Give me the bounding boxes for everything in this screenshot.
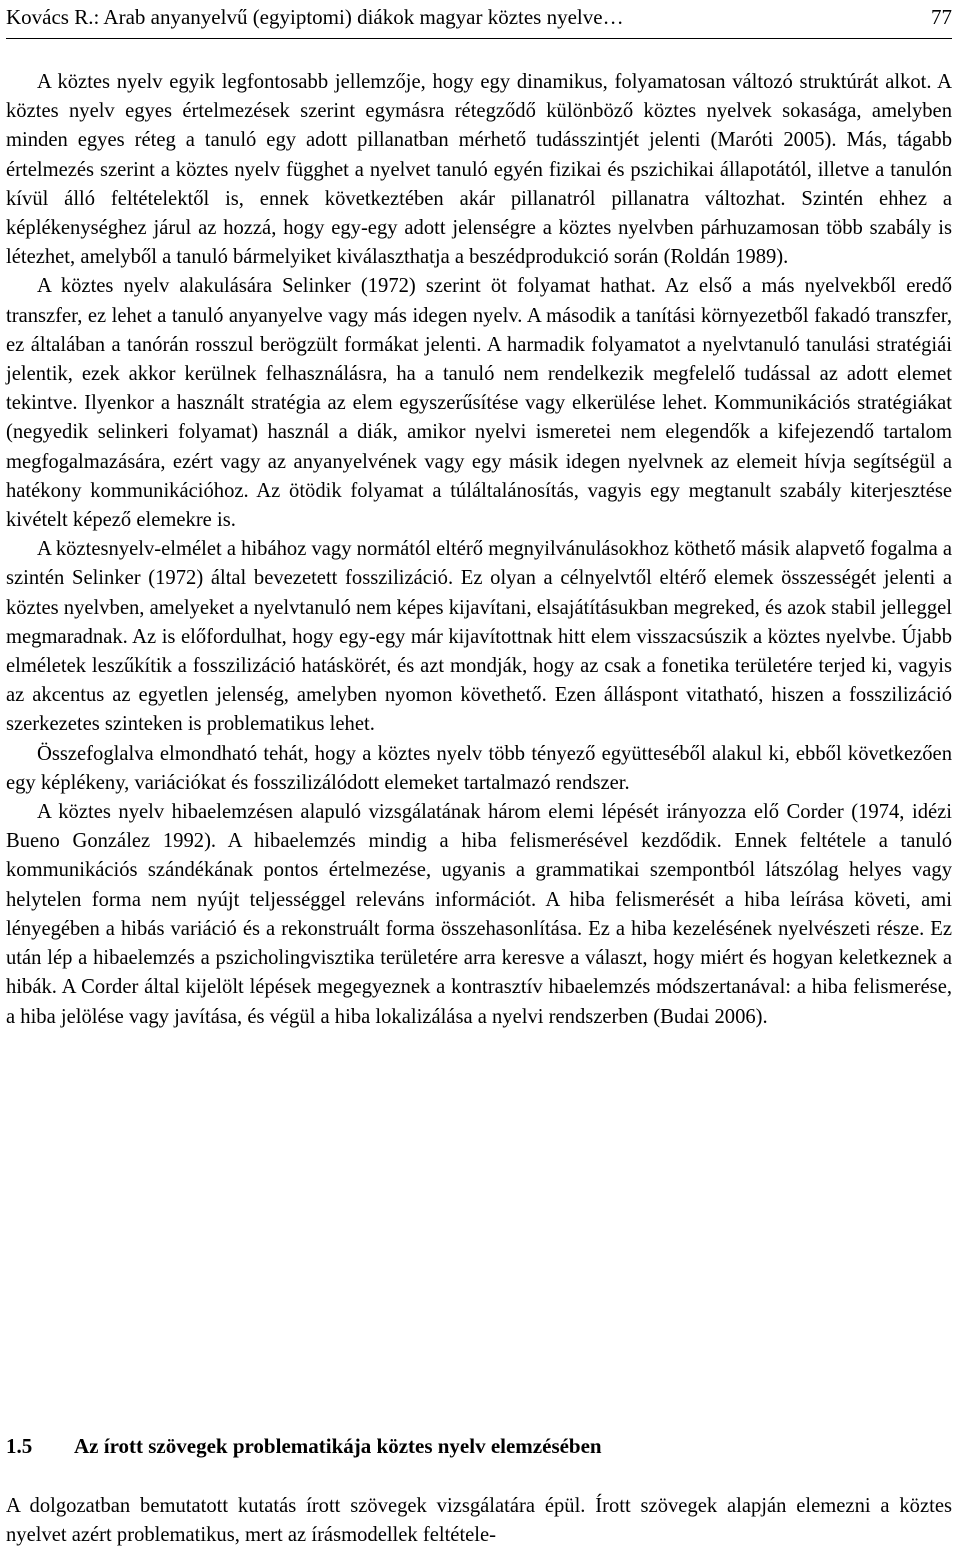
running-header bbox=[6, 2, 952, 39]
paragraph: A dolgozatban bemutatott kutatás írott szövegek vizsgálatára épül. Írott szövegek alapján elemezni a köztes nyelvet azért problematikus, mert az írásmodellek feltétele- bbox=[6, 1495, 952, 1547]
section-number: 1.5 bbox=[6, 1434, 33, 1458]
paragraph: Összefoglalva elmondható tehát, hogy a köztes nyelv több tényező együtteséből alakul ki, ebből következően egy képlékeny, variációkat és fosszilizálódott elemeket tartalmazó rendszer. bbox=[6, 742, 952, 794]
body-text bbox=[6, 68, 952, 1032]
paragraph: A köztesnyelv-elmélet a hibához vagy normától eltérő megnyilvánulásokhoz köthető másik alapvető fogalma a szintén Selinker (1972) által bevezetett fosszilizáció. Ez olyan a célnyelvtől eltérő elemek összességét jelenti a köztes nyelvben, amelyeket a nyelvtanuló nem képes kijavítani, elsajátításukban megreked, és azok stabil jelleggel megmaradnak. Az is előfordulhat, hogy egy-egy már kijavítottnak hitt elem visszacsúszik a köztes nyelvbe. Újabb elméletek leszűkítik a fosszilizáció hatáskörét, és azt mondják, hogy az csak a fonetika területére terjed ki, vagyis az akcentus az egyetlen jelenség, amelyben nyomon követhető. Ezen álláspont vitatható, hiszen a fosszilizáció szerkezetes szinteken is problematikus lehet. bbox=[6, 538, 952, 736]
section-intro bbox=[6, 1492, 952, 1550]
paragraph: A köztes nyelv egyik legfontosabb jellemzője, hogy egy dinamikus, folyamatosan változó struktúrát alkot. A köztes nyelv egyes értelmezések szerint egymásra rétegződő különböző köztes nyelvek sokasága, amelyben minden egyes réteg a tanuló egy adott pillanatban mérhető tudásszintjét jelenti (Maróti 2005). Más, tágabb értelmezés szerint a köztes nyelv függhet a nyelvet tanuló egyén fizikai és pszichikai állapotától, illetve a tanulón kívül álló feltételektől is, ennek következtében akár pillanatról pillanatra változhat. Szintén ehhez a képlékenységhez járul az hozzá, hogy egy-egy adott jelenségre a köztes nyelvben párhuzamosan több szabály is létezhet, amelyből a tanuló bármelyiket kiválaszthatja a beszédprodukció során (Roldán 1989). bbox=[6, 71, 952, 269]
page-number: 77 bbox=[931, 5, 952, 29]
paragraph: A köztes nyelv hibaelemzésen alapuló vizsgálatának három elemi lépését irányozza elő Corder (1974, idézi Bueno González 1992). A hibaelemzés mindig a hiba felismerésével kezdődik. Ennek feltétele a tanuló kommunikációs szándékának pontos értelmezése, ugyanis a grammatikai szempontból látszólag helyes vagy helytelen forma nem nyújt teljességgel releváns információt. A hiba felismerését a hiba leírása követi, ami lényegében a hibás variáció és a rekonstruált forma összehasonlítása. Ez a hiba kezelésének nyelvészeti része. Ez után lép a hibaelemzés a pszicholingvisztika területére arra keresve a választ, hogy miért és hogyan keletkeznek a hibák. A Corder által kijelölt lépések megegyeznek a kontrasztív hibaelemzés módszertanával: a hiba felismerése, a hiba jelölése vagy javítása, és végül a hiba lokalizálása a nyelvi rendszerben (Budai 2006). bbox=[6, 801, 952, 1028]
section-heading bbox=[6, 1431, 952, 1461]
section-title: Az írott szövegek problematikája köztes nyelv elemzésében bbox=[74, 1434, 602, 1458]
paragraph: A köztes nyelv alakulására Selinker (1972) szerint öt folyamat hathat. Az első a más nyelvekből eredő transzfer, ez lehet a tanuló anyanyelve vagy más idegen nyelv. A második a tanítási környezetből fakadó transzfer, ez általában a tanórán rosszul berögzült formákat jelenti. A harmadik folyamatot a nyelvtanuló tanulási stratégiái jelentik, ezek akkor kerülnek felhasználásra, ha a tanuló nem rendelkezik megfelelő tudással az adott elemet tekintve. Ilyenkor a használt stratégia az elem egyszerűsítése vagy elkerülése lehet. Kommunikációs stratégiákat (negyedik selinkeri folyamat) használ a diák, amikor nyelvi ismeretei nem elegendők a kifejezendő tartalom megfogalmazására, ezért vagy az anyanyelvének vagy egy másik idegen nyelvnek az elemeit hívja segítségül a hatékony kommunikációhoz. Az ötödik folyamat a túláltalánosítás, vagyis egy megtanult szabály kiterjesztése kivételt képező elemekre is. bbox=[6, 275, 952, 532]
header-title: Kovács R.: Arab anyanyelvű (egyiptomi) diákok magyar köztes nyelve… bbox=[6, 5, 624, 29]
